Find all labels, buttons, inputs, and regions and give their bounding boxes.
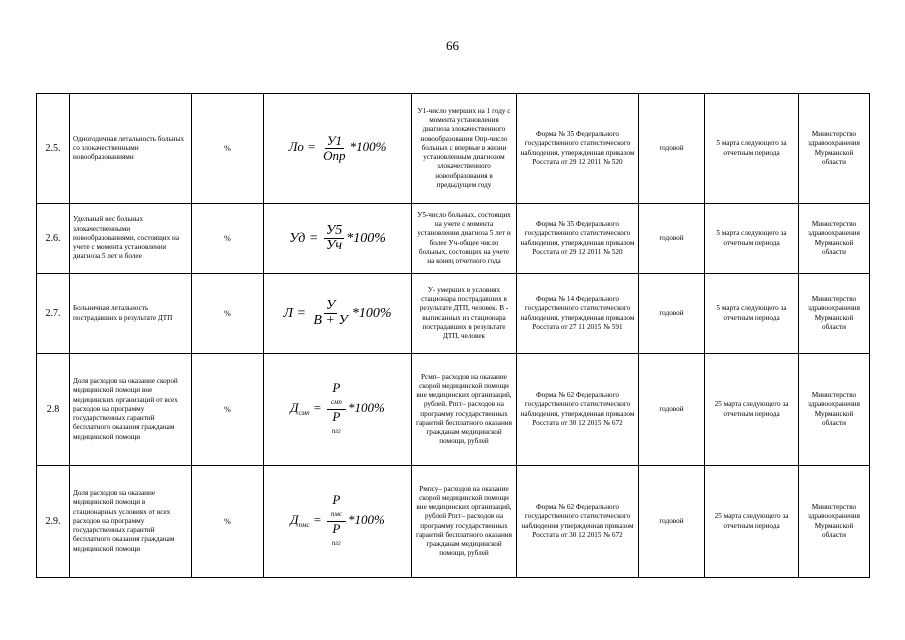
formula — [264, 204, 412, 274]
formula-lhs: Л — [283, 305, 293, 321]
deadline: 5 марта следующего за отчетным периода — [705, 204, 799, 274]
formula-expression: Л = $\frac{У}{В + У}$ *100% — [283, 298, 392, 328]
data-source: Форма № 62 Федерального государственного статистического наблюдения утвержденная приказом Росстата от 30 12 2015 № 672 — [517, 466, 639, 578]
formula-expression: $Д_{пмс}$ = P пмс P пгг *100% — [290, 512, 385, 527]
periodicity: годовой — [639, 466, 705, 578]
row-number: 2.5. — [37, 94, 70, 204]
formula-lhs: Уд — [289, 230, 306, 246]
deadline: 25 марта следующего за отчетным периода — [705, 466, 799, 578]
formula-multiplier: *100% — [346, 230, 386, 246]
indicator-name: Доля расходов на оказание скорой медицинской помощи вне медицинских организаций от всех расходов на программу государственных гарантий бесплатного оказания гражданам медицинской помощи — [70, 354, 192, 466]
table-row — [37, 274, 870, 354]
table-row — [37, 354, 870, 466]
formula-fraction — [324, 224, 344, 253]
row-number: 2.9. — [37, 466, 70, 578]
formula-lhs: Д — [290, 400, 299, 416]
formula-multiplier: *100% — [351, 305, 392, 321]
formula-expression: Уд = $\frac{У5}{Уч}$ *100% — [289, 223, 386, 253]
row-number: 2.6. — [37, 204, 70, 274]
responsible: Министерство здравоохранения Мурманской области — [799, 94, 870, 204]
indicator-name: Доля расходов на оказание медицинской помощи в стационарных условиях от всех расходов на программу государственных гарантий бесплатного оказания гражданам медицинской помощи — [70, 466, 192, 578]
unit: % — [192, 274, 264, 354]
formula-fraction — [327, 493, 346, 550]
formula-expression: $Д_{смп}$ = P смп P пгг *100% — [290, 400, 385, 415]
row-number: 2.7. — [37, 274, 70, 354]
table-row — [37, 204, 870, 274]
data-source: Форма № 62 Федерального государственного статистического наблюдения, утвержденная приказом Росстата от 30 12 2015 № 672 — [517, 354, 639, 466]
formula-numerator: У1 — [326, 133, 342, 148]
formula-denominator: P пгг — [331, 409, 341, 435]
table-row — [37, 94, 870, 204]
formula-expression: Ло = $\frac{У1}{\text{Опр}}$ *100% — [288, 133, 387, 163]
formula-multiplier: *100% — [347, 512, 385, 528]
unit: % — [192, 354, 264, 466]
deadline: 5 марта следующего за отчетным периода — [705, 274, 799, 354]
formula-lhs: Д — [290, 512, 299, 528]
formula-lhs: Ло — [288, 139, 304, 155]
periodicity: годовой — [639, 274, 705, 354]
formula-numerator: У5 — [325, 223, 343, 238]
formula-numerator: P пмс — [327, 493, 346, 522]
responsible: Министерство здравоохранения Мурманской области — [799, 466, 870, 578]
formula-denominator: Опр — [323, 148, 346, 163]
definition: У- умерших в условиях стационара пострадавших в результате ДТП, человек. В - выписанных из стационара пострадавших в результате ДТП, человек — [412, 274, 517, 354]
definition: У1-число умерших на 1 году с момента установления диагноза злокачественного новообразования Опр-число больных с впервые в жизни установленным диагнозом злокачественного новообразования в предыдущем году — [412, 94, 517, 204]
data-source: Форма № 35 Федерального государственного статистического наблюдения, утвержденная приказом Росстата от 29 12 2011 № 520 — [517, 94, 639, 204]
responsible: Министерство здравоохранения Мурманской области — [799, 204, 870, 274]
formula — [264, 274, 412, 354]
responsible: Министерство здравоохранения Мурманской области — [799, 354, 870, 466]
formula-multiplier: *100% — [349, 139, 387, 155]
row-number: 2.8 — [37, 354, 70, 466]
table-row — [37, 466, 870, 578]
formula-fraction — [321, 134, 347, 163]
formula-lhs-subscript: пмс — [298, 521, 310, 530]
indicator-name: Удельный вес больных злокачественными новообразованиями, состоящих на учете с момента установления диагноза 5 лет и более — [70, 204, 192, 274]
formula-numerator: P смп — [327, 381, 346, 410]
page-number: 66 — [446, 38, 459, 53]
data-source: Форма № 35 Федерального государственного статистического наблюдения, утвержденная приказом Росстата от 29 12 2011 № 520 — [517, 204, 639, 274]
formula-fraction — [311, 299, 349, 328]
formula-fraction — [327, 381, 346, 438]
definition: У5-число больных, состоящих на учете с момента установления диагноза 5 лет и более Уч-общее число больных, состоящих на учете на конец отчетного года — [412, 204, 517, 274]
indicator-name: Одногодичная летальность больных со злокачественными новообразованиями — [70, 94, 192, 204]
definition: Рсмп– расходов на оказание скорой медицинской помощи вне медицинских организаций, рублей. Рпгг– расходов на программу государственных гарантий бесплатного оказания гражданам медицинской помощи, рублей — [412, 354, 517, 466]
formula-lhs-subscript: смп — [298, 409, 310, 418]
formula-denominator: Уч — [326, 238, 343, 253]
deadline: 25 марта следующего за отчетным периода — [705, 354, 799, 466]
formula-denominator: P пгг — [331, 521, 341, 547]
unit: % — [192, 466, 264, 578]
periodicity: годовой — [639, 354, 705, 466]
periodicity: годовой — [639, 94, 705, 204]
formula — [264, 354, 412, 466]
deadline: 5 марта следующего за отчетным периода — [705, 94, 799, 204]
indicator-name: Больничная летальность пострадавших в результате ДТП — [70, 274, 192, 354]
unit: % — [192, 204, 264, 274]
responsible: Министерство здравоохранения Мурманской области — [799, 274, 870, 354]
formula-numerator: У — [325, 298, 336, 313]
periodicity: годовой — [639, 204, 705, 274]
data-source: Форма № 14 Федерального государственного статистического наблюдения, утвержденная приказом Росстата от 27 11 2015 № 591 — [517, 274, 639, 354]
formula — [264, 466, 412, 578]
indicators-table — [36, 93, 870, 578]
definition: Рмпсу– расходов на оказание скорой медицинской помощи вне медицинских организаций, рублей Рпгг– расходов на программу государственных гарантий бесплатного оказания гражданам медицинской помощи, рублей — [412, 466, 517, 578]
formula — [264, 94, 412, 204]
unit: % — [192, 94, 264, 204]
formula-multiplier: *100% — [347, 400, 385, 416]
formula-denominator: В + У — [313, 313, 348, 328]
